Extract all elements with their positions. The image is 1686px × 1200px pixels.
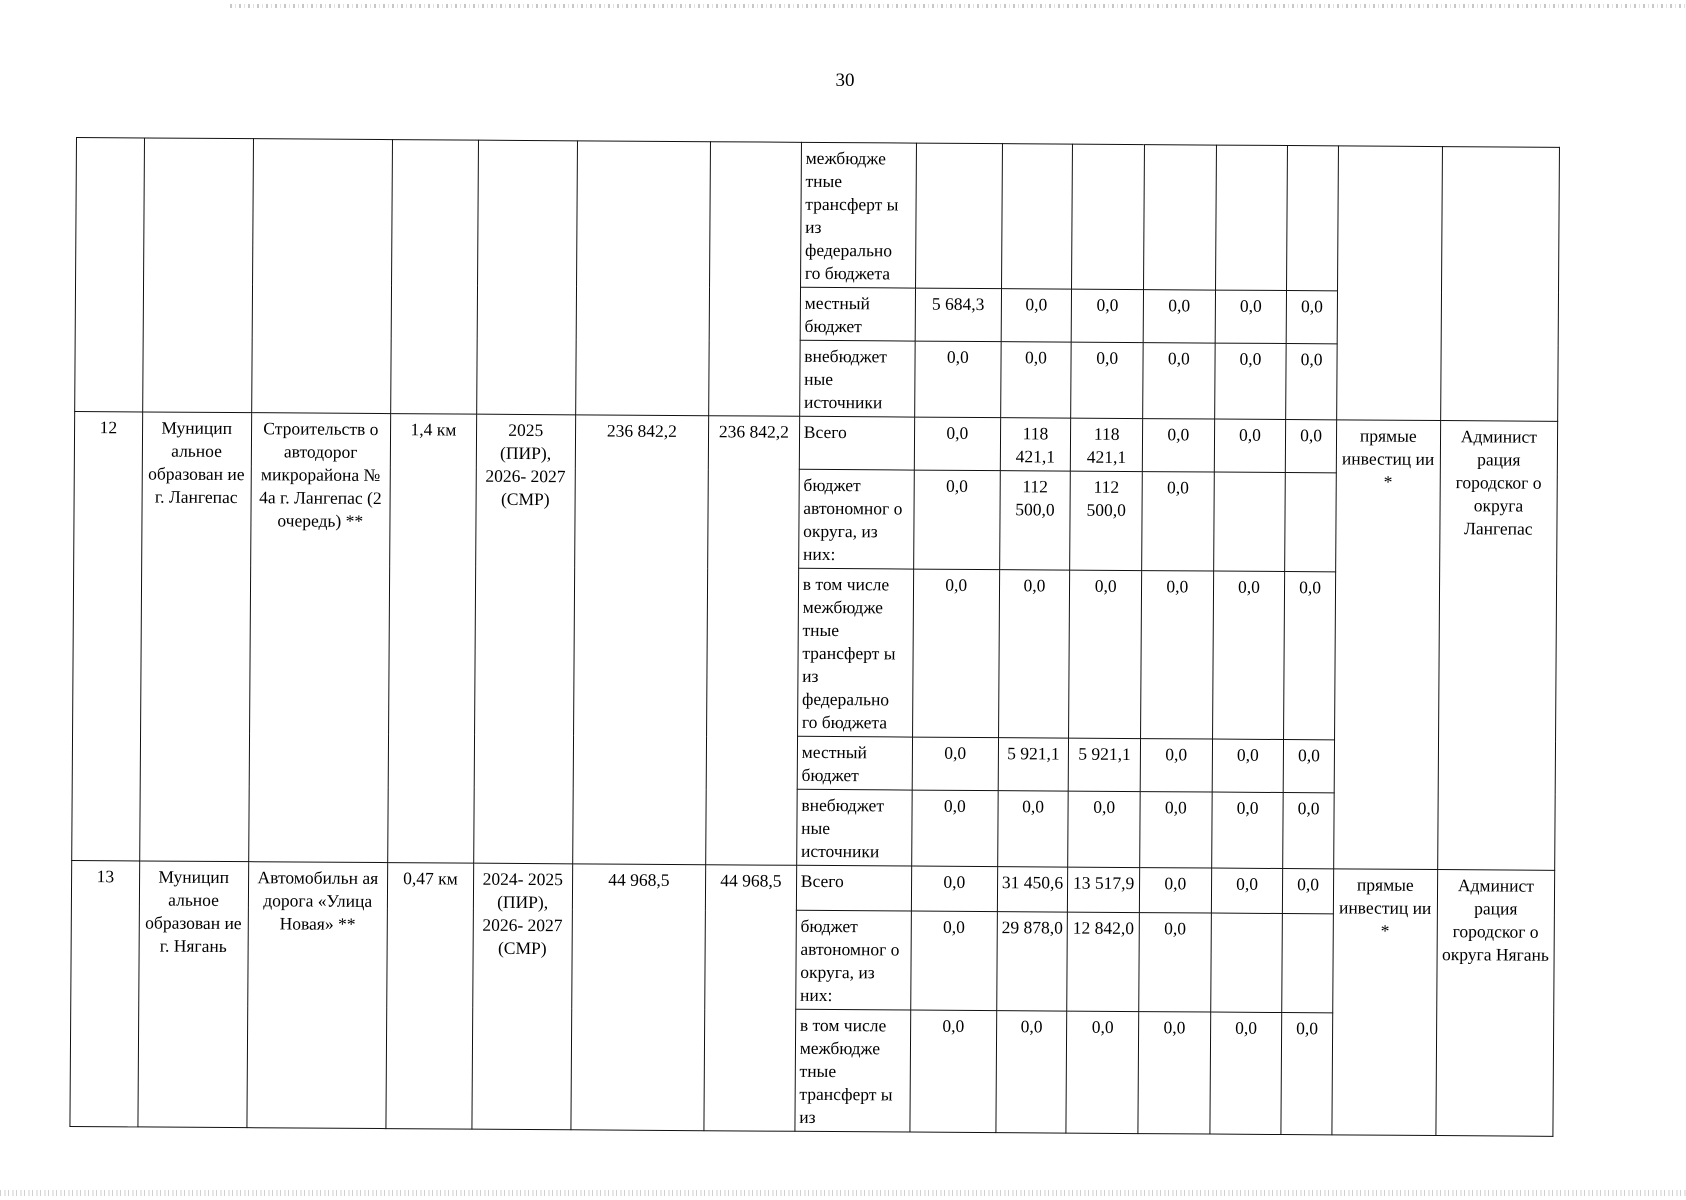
source-label: в том числе межбюдже тные трансферт ы из: [795, 1009, 911, 1132]
entry-capacity: 1,4 км: [388, 414, 477, 864]
cell-num: [75, 138, 144, 412]
value-cell: 0,0: [912, 737, 998, 791]
value-cell: 0,0: [1212, 739, 1284, 792]
value-cell: [1282, 914, 1333, 1013]
scan-edge-bottom: [0, 1190, 1686, 1196]
value-cell: 0,0: [1283, 869, 1334, 914]
value-cell: 0,0: [1283, 793, 1334, 869]
entry-object: Строительств о автодорог микрорайона № 4а г. Лангепас (2 очередь) **: [248, 413, 390, 863]
value-cell: 0,0: [1143, 343, 1215, 419]
value-cell: [915, 143, 1002, 289]
scan-edge-top: [230, 4, 1686, 8]
value-cell: 0,0: [1286, 420, 1337, 473]
value-cell: 0,0: [915, 341, 1001, 418]
value-cell: 0,0: [1286, 344, 1337, 420]
entry-customer: Админист рация городског о округа Лангепас: [1437, 421, 1557, 871]
value-cell: 0,0: [1140, 739, 1212, 792]
value-cell: 0,0: [1284, 572, 1336, 740]
source-label: бюджет автономног о округа, из них:: [795, 910, 911, 1010]
entry-mechanism: прямые инвестиц ии *: [1333, 420, 1440, 870]
value-cell: 0,0: [1139, 868, 1211, 913]
entry-capacity: 0,47 км: [386, 863, 474, 1130]
value-cell: [1143, 145, 1216, 290]
value-cell: 0,0: [1141, 571, 1214, 739]
entry-period: 2025 (ПИР), 2026- 2027 (СМР): [473, 414, 575, 864]
investment-table: [69, 137, 1560, 1137]
value-cell: 0,0: [1066, 1011, 1138, 1133]
value-cell: [1072, 144, 1145, 289]
value-cell: 0,0: [1211, 868, 1283, 913]
source-label: бюджет автономног о округа, из них:: [798, 469, 914, 569]
source-label: местный бюджет: [797, 736, 912, 790]
entry-number: 12: [72, 411, 143, 860]
cell-remaining-cost: [709, 142, 802, 417]
entry-estimated-cost: 44 968,5: [571, 864, 706, 1131]
table-row: [74, 411, 1557, 474]
value-cell: 0,0: [1143, 290, 1215, 343]
value-cell: 0,0: [1214, 419, 1286, 472]
value-cell: 0,0: [1281, 1013, 1332, 1135]
value-cell: 31 450,6: [997, 867, 1068, 912]
cell-estimated-cost: [575, 141, 710, 416]
value-cell: 0,0: [911, 911, 997, 1011]
entry-number: 13: [70, 860, 139, 1126]
entry-remaining-cost: 44 968,5: [704, 865, 797, 1132]
value-cell: 0,0: [996, 1011, 1067, 1133]
value-cell: [1213, 472, 1285, 571]
cell-municipality: [142, 138, 253, 413]
source-label: Всего: [796, 865, 911, 911]
cell-capacity: [391, 140, 479, 415]
value-cell: 13 517,9: [1068, 867, 1140, 912]
table-row: [71, 860, 1554, 915]
entry-estimated-cost: 236 842,2: [572, 415, 708, 865]
entry-municipality: Муницип альное образован ие г. Лангепас: [139, 412, 251, 862]
value-cell: 118 421,1: [1071, 418, 1143, 471]
entry-customer: Админист рация городског о округа Нягань: [1436, 870, 1555, 1137]
value-cell: 0,0: [998, 570, 1070, 738]
value-cell: 0,0: [1138, 1012, 1210, 1134]
value-cell: [1285, 473, 1336, 572]
value-cell: 0,0: [1212, 571, 1285, 739]
value-cell: 112 500,0: [999, 471, 1070, 570]
value-cell: 0,0: [1071, 342, 1143, 418]
value-cell: 0,0: [912, 790, 998, 867]
value-cell: 0,0: [1211, 792, 1283, 868]
value-cell: 0,0: [1000, 342, 1071, 418]
source-label: местный бюджет: [800, 287, 915, 341]
value-cell: 29 878,0: [996, 912, 1067, 1011]
entry-municipality: Муницип альное образован ие г. Нягань: [138, 861, 249, 1128]
value-cell: 0,0: [1286, 291, 1337, 344]
value-cell: 118 421,1: [1000, 418, 1071, 471]
value-cell: 0,0: [1001, 289, 1072, 342]
value-cell: [1215, 145, 1288, 290]
value-cell: 0,0: [1142, 419, 1214, 472]
value-cell: [1001, 144, 1073, 289]
value-cell: 0,0: [913, 470, 999, 570]
value-cell: 5 921,1: [998, 738, 1069, 791]
value-cell: 0,0: [1142, 472, 1214, 571]
entry-object: Автомобильн ая дорога «Улица Новая» **: [247, 862, 388, 1129]
value-cell: 0,0: [910, 1010, 997, 1133]
value-cell: 12 842,0: [1067, 912, 1139, 1011]
value-cell: 0,0: [911, 866, 997, 912]
page-number: 30: [835, 70, 855, 91]
cell-mechanism: [1336, 146, 1442, 421]
entry-period: 2024- 2025 (ПИР), 2026- 2027 (СМР): [472, 863, 573, 1130]
value-cell: 0,0: [1283, 740, 1334, 793]
entry-mechanism: прямые инвестиц ии *: [1332, 869, 1438, 1136]
value-cell: 0,0: [1068, 791, 1140, 867]
source-label: Всего: [799, 416, 914, 470]
value-cell: 0,0: [1069, 570, 1142, 738]
value-cell: [1210, 913, 1282, 1012]
cell-period: [476, 140, 577, 415]
source-label: внебюджет ные источники: [799, 340, 915, 417]
value-cell: 0,0: [1214, 343, 1286, 419]
value-cell: 0,0: [997, 791, 1068, 867]
value-cell: 5 684,3: [915, 288, 1001, 342]
value-cell: 0,0: [1140, 792, 1212, 868]
source-label: внебюджет ные источники: [796, 789, 912, 866]
value-cell: 0,0: [912, 569, 999, 738]
cell-customer: [1440, 147, 1559, 422]
value-cell: 0,0: [1071, 289, 1143, 342]
table-row: [76, 138, 1560, 293]
source-label: в том числе межбюдже тные трансферт ы из федерально го бюджета: [797, 568, 913, 737]
value-cell: 112 500,0: [1070, 471, 1142, 570]
value-cell: 5 921,1: [1068, 738, 1140, 791]
value-cell: 0,0: [1139, 913, 1211, 1012]
value-cell: 0,0: [1210, 1012, 1282, 1134]
value-cell: [1287, 146, 1338, 291]
entry-remaining-cost: 236 842,2: [706, 416, 800, 866]
source-label: межбюдже тные трансферт ы из федерально го бюджета: [800, 142, 916, 288]
cell-object: [251, 139, 392, 414]
value-cell: 0,0: [914, 417, 1000, 471]
value-cell: 0,0: [1215, 290, 1287, 343]
